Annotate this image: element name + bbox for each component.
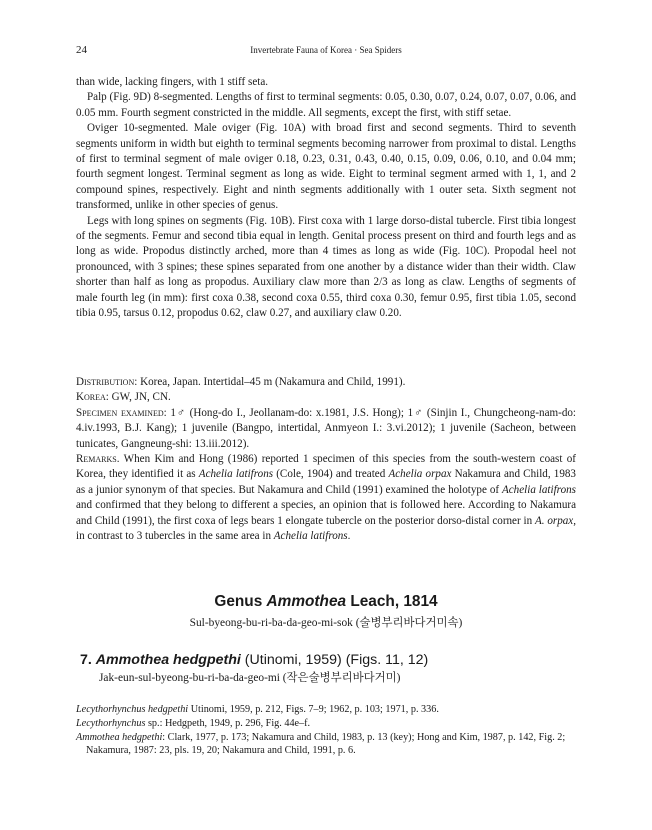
synonym-reference: sp.: Hedgpeth, 1949, p. 296, Fig. 44e–f. (145, 717, 311, 729)
description-text (76, 75, 576, 322)
remarks-label: Remarks (76, 453, 117, 466)
taxon-name: Achelia latifrons (198, 468, 274, 481)
species-number: 7. (80, 652, 92, 668)
specimen-paragraph (76, 406, 576, 452)
genus-title (76, 592, 576, 612)
taxon-name: Achelia latifrons (273, 530, 348, 543)
page-number: 24 (76, 44, 87, 56)
page-header (76, 44, 576, 58)
remarks-text: (Cole, 1904) and treated (273, 468, 389, 481)
species-heading (80, 651, 576, 687)
remarks-text: . (347, 530, 351, 543)
remarks-text: , in contrast to 3 tubercles in the same area in (76, 514, 576, 543)
genus-heading (76, 592, 576, 632)
remarks-paragraph (76, 452, 576, 544)
synonym-name: Lecythorhynchus hedgpethi (76, 704, 189, 715)
remarks-text: Nakamura and Child, 1983 as a junior synonym of that species. But Nakamura and Child (1991) examined the holotype of (76, 468, 576, 496)
korea-paragraph (76, 390, 576, 405)
taxon-name: Achelia latifrons (501, 483, 576, 496)
paragraph-continuation: than wide, lacking fingers, with 1 stiff seta. (76, 76, 269, 88)
remarks-text: and confirmed that they belong to different a species, an opinion that is followed here. According to Nakamura and Child (1991), the first coxa of legs bears 1 elongate tubercle on the posterior dorso-distal corner in (76, 499, 576, 527)
synonym-entry (76, 717, 576, 731)
genus-prefix: Genus (214, 593, 267, 610)
distribution-text: : Korea, Japan. Intertidal–45 m (Nakamura and Child, 1991). (134, 376, 406, 388)
genus-authority: Leach, 1814 (346, 593, 438, 610)
species-title (80, 651, 576, 669)
specimen-text: : 1♂ (Hong-do I., Jeollanam-do: x.1981, J.S. Hong); 1♂ (Sinjin I., Chungcheong-nam-do: 4.iv.1993, B.J. Kang); 1 juvenile (Bangpo, intertidal, Anmyeon I.: 3.vi.2012); 1 juvenile (Sacheon, between tunicates, Gangneung-shi: 13.iii.2012). (76, 406, 576, 450)
distribution-label: Distribution (76, 376, 135, 388)
running-title: Invertebrate Fauna of Korea · Sea Spiders (250, 45, 402, 55)
species-name: Ammothea hedgpethi (95, 652, 241, 668)
synonym-reference: Utinomi, 1959, p. 212, Figs. 7–9; 1962, p. 103; 1971, p. 336. (188, 704, 439, 715)
species-korean-name: Jak-eun-sul-byeong-bu-ri-ba-da-geo-mi (작은술병부리바다거미) (99, 672, 401, 684)
genus-name: Ammothea (266, 593, 347, 610)
synonym-name: Lecythorhynchus (76, 717, 146, 729)
synonym-reference: : Clark, 1977, p. 173; Nakamura and Child, 1983, p. 13 (key); Hong and Kim, 1987, p. 142, Fig. 2; Nakamura, 1987: 23, pls. 19, 20; Nakamura and Child, 1991, p. 6. (86, 731, 566, 757)
korea-label: Korea (76, 391, 106, 404)
genus-korean-name: Sul-byeong-bu-ri-ba-da-geo-mi-sok (술병부리바다거미속) (189, 617, 463, 629)
korea-text: : GW, JN, CN. (105, 391, 171, 404)
synonym-entry (76, 731, 576, 759)
species-authority: (Utinomi, 1959) (Figs. 11, 12) (240, 652, 429, 668)
taxon-name: Achelia orpax (388, 468, 452, 481)
remarks-text: . When Kim and Hong (1986) reported 1 specimen of this species from the south-western coast of Korea, they identified it as (76, 453, 576, 481)
paragraph-oviger: Oviger 10-segmented. Male oviger (Fig. 10A) with broad first and second segments. Third to seventh segments uniform in width but eighth to terminal segments becoming narrower from proximal to distal. Lengths of first to terminal segment of male oviger 0.18, 0.23, 0.31, 0.43, 0.40, 0.15, 0.09, 0.06, 0.10, and 0.04 mm; fourth segment longest. Terminal segment as long as wide. Eight to terminal segment armed with 1, 1, and 2 compound spines, respectively. Eight and ninth segments additionally with 1 outer seta. Sixth segment not transformed, unlike in other species of genus. (76, 122, 576, 212)
distribution-paragraph (76, 375, 576, 390)
paragraph-palp: Palp (Fig. 9D) 8-segmented. Lengths of first to terminal segments: 0.05, 0.30, 0.07, 0.24, 0.07, 0.07, 0.06, and 0.05 mm. Fourth segment constricted in the middle. All segments, except the first, with stiff setae. (76, 91, 576, 119)
species-notes (76, 375, 576, 544)
synonymy-list (76, 703, 576, 758)
paragraph-legs: Legs with long spines on segments (Fig. 10B). First coxa with 1 large dorso-distal tubercle. First tibia longest of the segments. Femur and second tibia equal in length. Genital process present on third and fourth legs and as long as wide. Propodus distinctly arched, more than 4 times as long as wide (Fig. 10C). Propodal heel not pronounced, with 3 spines; these spines separated from one another by a distance wider than their width. Claw shorter than half as long as propodus. Auxiliary claw more than 2/3 as long as claw. Lengths of segments of male fourth leg (in mm): first coxa 0.38, second coxa 0.55, third coxa 0.30, femur 0.95, first tibia 1.05, second tibia 0.95, tarsus 0.12, propodus 0.62, claw 0.27, and auxiliary claw 0.20. (76, 214, 576, 320)
synonym-entry (76, 703, 576, 717)
taxon-name: A. orpax (534, 514, 574, 527)
specimen-label: Specimen examined (76, 406, 164, 419)
synonym-name: Ammothea hedgpethi (76, 731, 163, 743)
